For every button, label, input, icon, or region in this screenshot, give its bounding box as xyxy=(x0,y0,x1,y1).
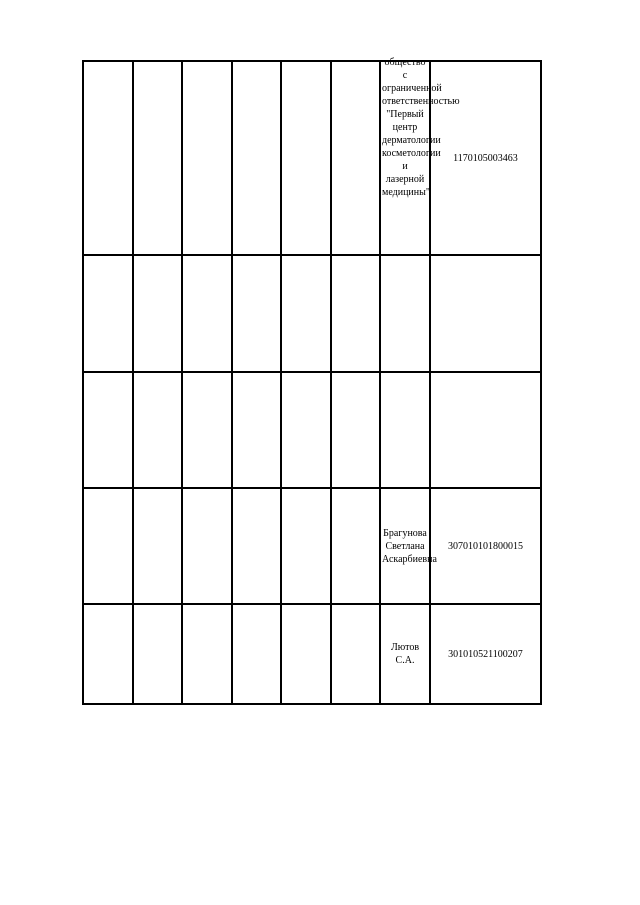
empty-cell xyxy=(281,372,331,488)
empty-cell xyxy=(83,488,133,604)
empty-cell xyxy=(182,61,232,255)
empty-cell xyxy=(331,255,380,372)
table-row xyxy=(83,372,541,488)
empty-cell xyxy=(182,488,232,604)
empty-cell xyxy=(182,604,232,704)
empty-cell xyxy=(232,372,281,488)
empty-cell xyxy=(133,255,182,372)
empty-cell xyxy=(281,61,331,255)
empty-cell xyxy=(331,372,380,488)
registration-number-cell xyxy=(430,488,541,604)
document-table xyxy=(82,57,542,705)
empty-cell xyxy=(83,255,133,372)
organization-name-text: общество с ограниченной ответственностью "Первый центр дерматологии косметологии и лазерной медицины" xyxy=(382,57,460,198)
table-row xyxy=(83,61,541,255)
empty-cell xyxy=(182,372,232,488)
empty-cell xyxy=(232,604,281,704)
empty-cell xyxy=(232,61,281,255)
person-name-cell xyxy=(380,488,437,604)
person-name-text: Брагунова Светлана Аскарбиевна xyxy=(382,527,437,565)
empty-cell xyxy=(232,255,281,372)
empty-cell xyxy=(83,604,133,704)
empty-cell xyxy=(281,604,331,704)
empty-cell xyxy=(331,61,380,255)
empty-cell xyxy=(133,372,182,488)
registration-number-text: 1170105003463 xyxy=(453,152,518,164)
empty-cell xyxy=(281,488,331,604)
registration-number-cell xyxy=(430,604,541,704)
registration-number-cell xyxy=(430,372,541,488)
person-name-cell xyxy=(380,604,430,704)
empty-cell xyxy=(83,61,133,255)
empty-cell xyxy=(331,488,380,604)
organization-name-cell xyxy=(380,57,460,255)
empty-cell xyxy=(133,488,182,604)
name-cell xyxy=(380,372,430,488)
registration-number-text: 301010521100207 xyxy=(448,648,523,660)
table-row xyxy=(83,255,541,372)
empty-cell xyxy=(232,488,281,604)
name-cell xyxy=(380,255,430,372)
table-row xyxy=(83,488,541,604)
registration-number-text: 307010101800015 xyxy=(448,540,523,552)
table-row xyxy=(83,604,541,704)
empty-cell xyxy=(133,604,182,704)
registration-number-cell xyxy=(430,255,541,372)
empty-cell xyxy=(133,61,182,255)
person-name-text: Лютов С.А. xyxy=(390,642,420,666)
empty-cell xyxy=(83,372,133,488)
empty-cell xyxy=(182,255,232,372)
empty-cell xyxy=(331,604,380,704)
registration-number-cell xyxy=(430,61,541,255)
empty-cell xyxy=(281,255,331,372)
